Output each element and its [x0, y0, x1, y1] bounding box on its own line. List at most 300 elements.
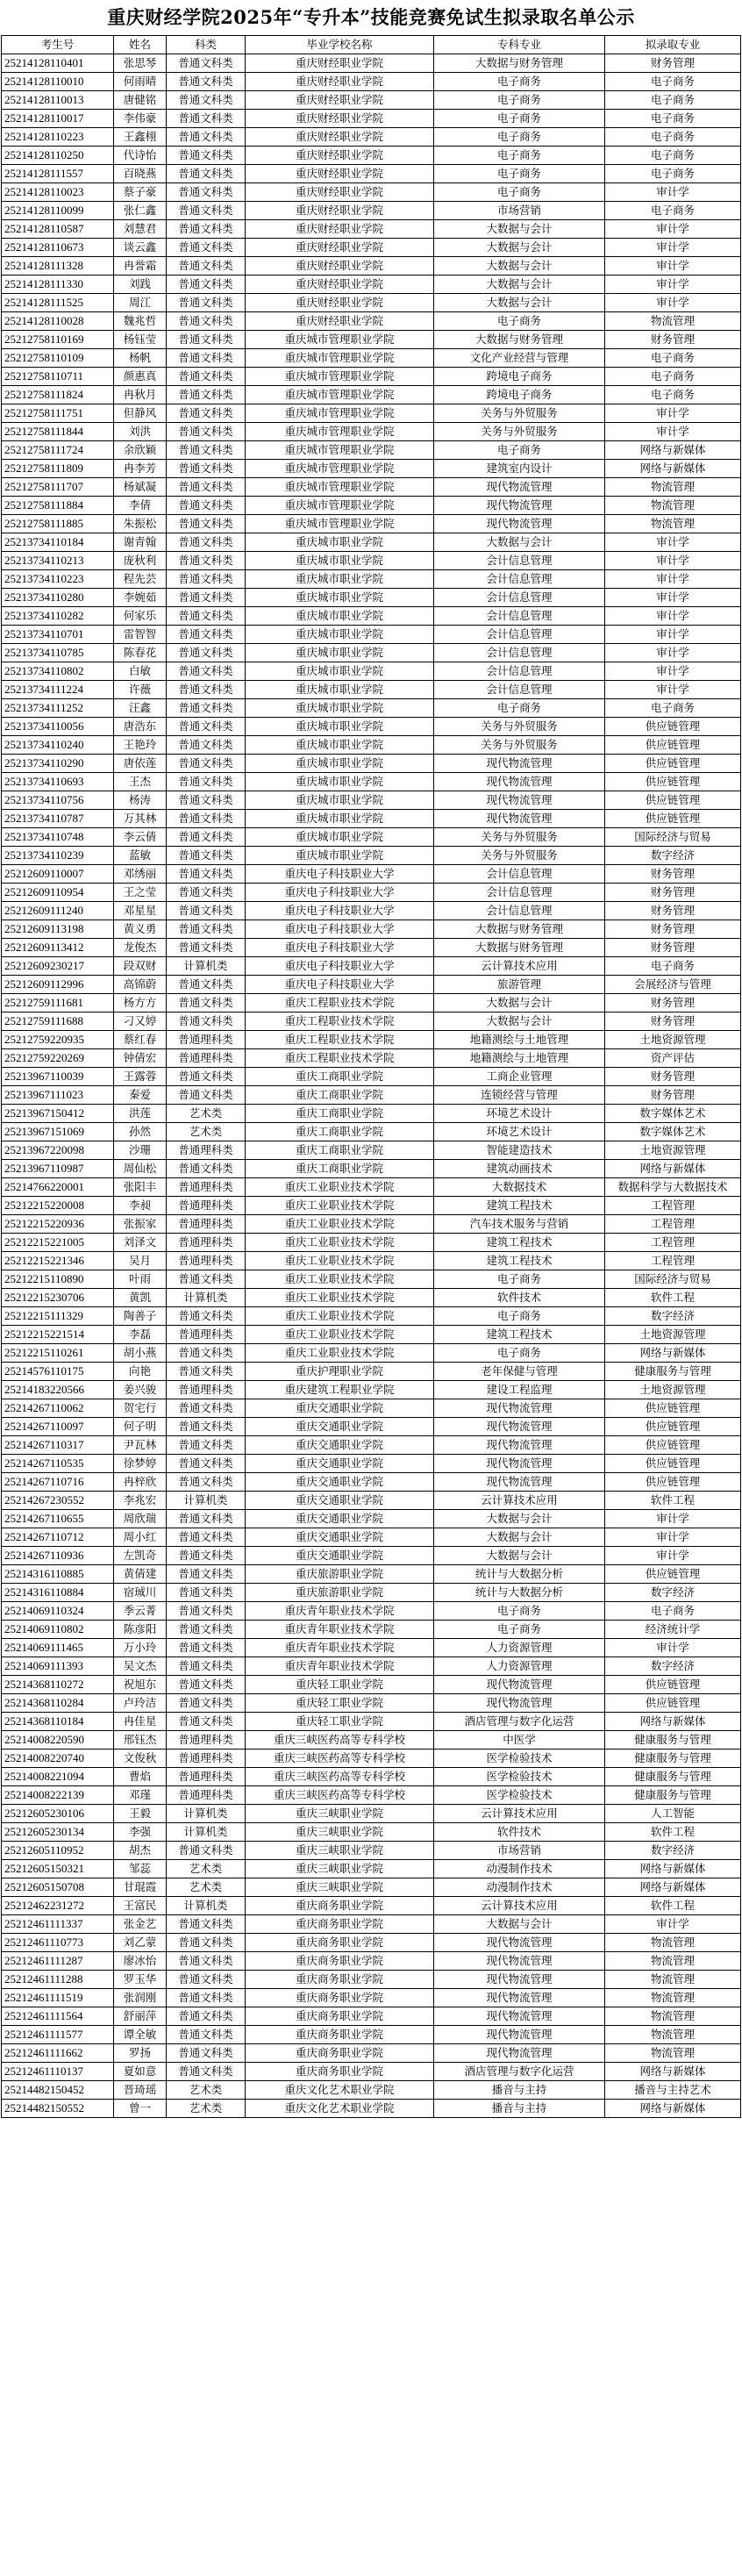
admission-major-cell: 审计学 — [605, 404, 741, 423]
name-cell: 陈彦阳 — [114, 1621, 167, 1639]
table-row — [2, 2081, 741, 2100]
name-cell: 刘泽文 — [114, 1234, 167, 1252]
admission-major-cell: 供应链管理 — [605, 1565, 741, 1584]
college-major-cell: 现代物流管理 — [434, 1436, 605, 1455]
college-major-cell: 软件技术 — [434, 1289, 605, 1307]
exam-number-cell: 25214267110535 — [2, 1455, 114, 1473]
category-cell: 普通文科类 — [167, 939, 246, 957]
exam-number-cell: 25214069111465 — [2, 1639, 114, 1657]
exam-number-cell: 25212461111564 — [2, 2007, 114, 2026]
category-cell: 普通文科类 — [167, 1676, 246, 1694]
name-cell: 刁又婷 — [114, 1013, 167, 1031]
school-cell: 重庆电子科技职业大学 — [246, 939, 434, 957]
category-cell: 普通文科类 — [167, 460, 246, 478]
name-cell: 祝旭东 — [114, 1676, 167, 1694]
admission-major-cell: 网络与新媒体 — [605, 2063, 741, 2081]
name-cell: 贺宅行 — [114, 1399, 167, 1418]
school-cell: 重庆城市管理职业学院 — [246, 386, 434, 404]
college-major-cell: 大数据与会计 — [434, 257, 605, 275]
college-major-cell: 连锁经营与管理 — [434, 1086, 605, 1105]
exam-number-cell: 25212758111885 — [2, 515, 114, 533]
admission-major-cell: 财务管理 — [605, 331, 741, 349]
category-cell: 普通文科类 — [167, 1344, 246, 1363]
name-cell: 左凯奇 — [114, 1547, 167, 1565]
table-row — [2, 1934, 741, 1952]
table-row — [2, 497, 741, 515]
table-row — [2, 460, 741, 478]
category-cell: 普通文科类 — [167, 1547, 246, 1565]
exam-number-cell: 25212609230217 — [2, 957, 114, 976]
admission-major-cell: 审计学 — [605, 275, 741, 294]
admission-major-cell: 审计学 — [605, 570, 741, 589]
school-cell: 重庆城市管理职业学院 — [246, 404, 434, 423]
category-cell: 普通文科类 — [167, 2044, 246, 2063]
admission-major-cell: 土地资源管理 — [605, 1381, 741, 1399]
school-cell: 重庆城市职业学院 — [246, 607, 434, 626]
table-row — [2, 515, 741, 533]
category-cell: 普通文科类 — [167, 1399, 246, 1418]
name-cell: 万其林 — [114, 810, 167, 828]
header-name: 姓名 — [114, 36, 167, 54]
category-cell: 普通文科类 — [167, 349, 246, 368]
college-major-cell: 大数据与会计 — [434, 1547, 605, 1565]
school-cell: 重庆城市职业学院 — [246, 533, 434, 552]
category-cell: 普通文科类 — [167, 1621, 246, 1639]
exam-number-cell: 25212215221346 — [2, 1252, 114, 1270]
college-major-cell: 现代物流管理 — [434, 773, 605, 791]
name-cell: 季云菁 — [114, 1602, 167, 1621]
school-cell: 重庆城市职业学院 — [246, 589, 434, 607]
admission-major-cell: 工程管理 — [605, 1234, 741, 1252]
admission-major-cell: 电子商务 — [605, 1602, 741, 1621]
college-major-cell: 现代物流管理 — [434, 1952, 605, 1971]
table-row — [2, 920, 741, 939]
table-row — [2, 1547, 741, 1565]
name-cell: 谢青翰 — [114, 533, 167, 552]
table-row — [2, 1068, 741, 1086]
category-cell: 计算机类 — [167, 1289, 246, 1307]
exam-number-cell: 25212758111724 — [2, 441, 114, 460]
table-row — [2, 275, 741, 294]
admission-major-cell: 网络与新媒体 — [605, 1713, 741, 1731]
college-major-cell: 中医学 — [434, 1731, 605, 1750]
exam-number-cell: 25213734110802 — [2, 662, 114, 681]
college-major-cell: 地籍测绘与土地管理 — [434, 1031, 605, 1049]
college-major-cell: 电子商务 — [434, 1307, 605, 1326]
school-cell: 重庆城市职业学院 — [246, 773, 434, 791]
table-row — [2, 626, 741, 644]
college-major-cell: 大数据与会计 — [434, 239, 605, 257]
name-cell: 高锦蔚 — [114, 976, 167, 994]
college-major-cell: 云计算技术应用 — [434, 1492, 605, 1510]
category-cell: 普通文科类 — [167, 183, 246, 202]
school-cell: 重庆三峡职业学院 — [246, 1878, 434, 1897]
name-cell: 周欣瑞 — [114, 1510, 167, 1528]
college-major-cell: 大数据与会计 — [434, 220, 605, 239]
admission-major-cell: 数字媒体艺术 — [605, 1105, 741, 1123]
table-row — [2, 110, 741, 128]
name-cell: 罗扬 — [114, 2044, 167, 2063]
category-cell: 普通文科类 — [167, 1455, 246, 1473]
school-cell: 重庆三峡医药高等专科学校 — [246, 1768, 434, 1786]
school-cell: 重庆城市管理职业学院 — [246, 478, 434, 497]
exam-number-cell: 25212461111519 — [2, 1989, 114, 2007]
table-row — [2, 1860, 741, 1878]
college-major-cell: 现代物流管理 — [434, 1399, 605, 1418]
name-cell: 曹焰 — [114, 1768, 167, 1786]
college-major-cell: 跨境电子商务 — [434, 368, 605, 386]
admission-major-cell: 数字经济 — [605, 1307, 741, 1326]
exam-number-cell: 25212215220936 — [2, 1215, 114, 1234]
school-cell: 重庆商务职业学院 — [246, 2026, 434, 2044]
exam-number-cell: 25212759111688 — [2, 1013, 114, 1031]
name-cell: 罗玉华 — [114, 1971, 167, 1989]
exam-number-cell: 25212461111662 — [2, 2044, 114, 2063]
school-cell: 重庆财经职业学院 — [246, 183, 434, 202]
admission-major-cell: 审计学 — [605, 1528, 741, 1547]
school-cell: 重庆城市管理职业学院 — [246, 423, 434, 441]
exam-number-cell: 25213734110056 — [2, 718, 114, 736]
category-cell: 普通文科类 — [167, 644, 246, 662]
category-cell: 普通文科类 — [167, 1307, 246, 1326]
college-major-cell: 电子商务 — [434, 128, 605, 147]
college-major-cell: 建筑室内设计 — [434, 460, 605, 478]
exam-number-cell: 25212758111707 — [2, 478, 114, 497]
admission-major-cell: 物流管理 — [605, 515, 741, 533]
school-cell: 重庆财经职业学院 — [246, 275, 434, 294]
school-cell: 重庆城市职业学院 — [246, 626, 434, 644]
name-cell: 汪鑫 — [114, 699, 167, 718]
exam-number-cell: 25213734110239 — [2, 847, 114, 865]
table-row — [2, 1676, 741, 1694]
college-major-cell: 现代物流管理 — [434, 810, 605, 828]
school-cell: 重庆护理职业学院 — [246, 1363, 434, 1381]
name-cell: 蔡子豪 — [114, 183, 167, 202]
admission-table — [1, 35, 741, 2118]
category-cell: 普通文科类 — [167, 1473, 246, 1492]
exam-number-cell: 25212461110773 — [2, 1934, 114, 1952]
page-title: 重庆财经学院2025年“专升本”技能竞赛免试生拟录取名单公示 — [107, 6, 635, 28]
table-row — [2, 478, 741, 497]
school-cell: 重庆城市职业学院 — [246, 570, 434, 589]
table-row — [2, 257, 741, 275]
admission-major-cell: 电子商务 — [605, 386, 741, 404]
table-row — [2, 1234, 741, 1252]
table-row — [2, 1786, 741, 1805]
exam-number-cell: 25212609110007 — [2, 865, 114, 884]
school-cell: 重庆工程职业技术学院 — [246, 1049, 434, 1068]
admission-major-cell: 网络与新媒体 — [605, 2100, 741, 2118]
admission-major-cell: 财务管理 — [605, 1068, 741, 1086]
school-cell: 重庆建筑工程职业学院 — [246, 1381, 434, 1399]
admission-major-cell: 健康服务与管理 — [605, 1786, 741, 1805]
admission-major-cell: 会展经济与管理 — [605, 976, 741, 994]
admission-major-cell: 数字经济 — [605, 1657, 741, 1676]
name-cell: 魏兆哲 — [114, 312, 167, 331]
category-cell: 普通理科类 — [167, 1031, 246, 1049]
name-cell: 百晓燕 — [114, 165, 167, 183]
college-major-cell: 会计信息管理 — [434, 662, 605, 681]
college-major-cell: 播音与主持 — [434, 2081, 605, 2100]
name-cell: 姜兴骏 — [114, 1381, 167, 1399]
admission-major-cell: 电子商务 — [605, 128, 741, 147]
table-row — [2, 902, 741, 920]
admission-major-cell: 网络与新媒体 — [605, 1344, 741, 1363]
exam-number-cell: 25214183220566 — [2, 1381, 114, 1399]
college-major-cell: 会计信息管理 — [434, 552, 605, 570]
category-cell: 普通文科类 — [167, 423, 246, 441]
admission-major-cell: 供应链管理 — [605, 1436, 741, 1455]
college-major-cell: 电子商务 — [434, 147, 605, 165]
admission-major-cell: 电子商务 — [605, 699, 741, 718]
exam-number-cell: 25212215221005 — [2, 1234, 114, 1252]
table-row — [2, 1897, 741, 1915]
exam-number-cell: 25214267110712 — [2, 1528, 114, 1547]
college-major-cell: 人力资源管理 — [434, 1639, 605, 1657]
admission-major-cell: 财务管理 — [605, 1013, 741, 1031]
admission-major-cell: 人工智能 — [605, 1805, 741, 1823]
name-cell: 陶善子 — [114, 1307, 167, 1326]
table-row — [2, 165, 741, 183]
admission-major-cell: 物流管理 — [605, 1971, 741, 1989]
name-cell: 但静风 — [114, 404, 167, 423]
category-cell: 普通文科类 — [167, 294, 246, 312]
table-row — [2, 1197, 741, 1215]
college-major-cell: 电子商务 — [434, 699, 605, 718]
admission-major-cell: 健康服务与管理 — [605, 1768, 741, 1786]
school-cell: 重庆城市职业学院 — [246, 736, 434, 755]
category-cell: 普通文科类 — [167, 91, 246, 110]
name-cell: 杨钰莹 — [114, 331, 167, 349]
college-major-cell: 动漫制作技术 — [434, 1878, 605, 1897]
category-cell: 普通文科类 — [167, 736, 246, 755]
admission-major-cell: 工程管理 — [605, 1215, 741, 1234]
exam-number-cell: 25212605110952 — [2, 1842, 114, 1860]
exam-number-cell: 25214482150552 — [2, 2100, 114, 2118]
table-row — [2, 570, 741, 589]
category-cell: 普通文科类 — [167, 73, 246, 91]
table-row — [2, 957, 741, 976]
table-row — [2, 1455, 741, 1473]
admission-major-cell: 财务管理 — [605, 54, 741, 73]
school-cell: 重庆轻工职业学院 — [246, 1676, 434, 1694]
category-cell: 普通文科类 — [167, 1584, 246, 1602]
college-major-cell: 现代物流管理 — [434, 1989, 605, 2007]
name-cell: 黄凯 — [114, 1289, 167, 1307]
exam-number-cell: 25213734110280 — [2, 589, 114, 607]
admission-major-cell: 财务管理 — [605, 994, 741, 1013]
college-major-cell: 会计信息管理 — [434, 607, 605, 626]
college-major-cell: 大数据与会计 — [434, 275, 605, 294]
exam-number-cell: 25212461111337 — [2, 1915, 114, 1934]
category-cell: 普通文科类 — [167, 570, 246, 589]
school-cell: 重庆城市职业学院 — [246, 755, 434, 773]
admission-major-cell: 供应链管理 — [605, 1418, 741, 1436]
school-cell: 重庆交通职业学院 — [246, 1455, 434, 1473]
category-cell: 普通文科类 — [167, 589, 246, 607]
school-cell: 重庆交通职业学院 — [246, 1492, 434, 1510]
name-cell: 王艳玲 — [114, 736, 167, 755]
category-cell: 普通理科类 — [167, 1197, 246, 1215]
name-cell: 沙珊 — [114, 1141, 167, 1160]
name-cell: 邓星星 — [114, 902, 167, 920]
table-row — [2, 533, 741, 552]
table-row — [2, 1584, 741, 1602]
school-cell: 重庆交通职业学院 — [246, 1528, 434, 1547]
school-cell: 重庆财经职业学院 — [246, 294, 434, 312]
table-row — [2, 1160, 741, 1178]
college-major-cell: 现代物流管理 — [434, 2044, 605, 2063]
table-row — [2, 1657, 741, 1676]
admission-major-cell: 供应链管理 — [605, 1676, 741, 1694]
school-cell: 重庆工业职业技术学院 — [246, 1307, 434, 1326]
name-cell: 邹蕊 — [114, 1860, 167, 1878]
college-major-cell: 市场营销 — [434, 202, 605, 220]
category-cell: 普通文科类 — [167, 1160, 246, 1178]
category-cell: 普通文科类 — [167, 884, 246, 902]
school-cell: 重庆旅游职业学院 — [246, 1565, 434, 1584]
table-row — [2, 810, 741, 828]
table-row — [2, 1215, 741, 1234]
admission-major-cell: 审计学 — [605, 423, 741, 441]
college-major-cell: 现代物流管理 — [434, 1694, 605, 1713]
table-row — [2, 828, 741, 847]
admission-major-cell: 供应链管理 — [605, 1399, 741, 1418]
table-row — [2, 847, 741, 865]
school-cell: 重庆工业职业技术学院 — [246, 1326, 434, 1344]
exam-number-cell: 25212215110261 — [2, 1344, 114, 1363]
admission-major-cell: 网络与新媒体 — [605, 460, 741, 478]
table-row — [2, 1510, 741, 1528]
name-cell: 张思琴 — [114, 54, 167, 73]
name-cell: 张仁鑫 — [114, 202, 167, 220]
category-cell: 普通文科类 — [167, 1602, 246, 1621]
school-cell: 重庆电子科技职业大学 — [246, 920, 434, 939]
admission-major-cell: 审计学 — [605, 589, 741, 607]
category-cell: 普通文科类 — [167, 478, 246, 497]
category-cell: 计算机类 — [167, 1492, 246, 1510]
table-row — [2, 1805, 741, 1823]
name-cell: 谭全敏 — [114, 2026, 167, 2044]
category-cell: 普通文科类 — [167, 312, 246, 331]
name-cell: 王之莹 — [114, 884, 167, 902]
college-major-cell: 电子商务 — [434, 110, 605, 128]
table-row — [2, 147, 741, 165]
exam-number-cell: 25212461111288 — [2, 1971, 114, 1989]
name-cell: 谈云鑫 — [114, 239, 167, 257]
exam-number-cell: 25214766220001 — [2, 1178, 114, 1197]
college-major-cell: 会计信息管理 — [434, 644, 605, 662]
header-admission-major: 拟录取专业 — [605, 36, 741, 54]
school-cell: 重庆交通职业学院 — [246, 1547, 434, 1565]
name-cell: 钟倩宏 — [114, 1049, 167, 1068]
name-cell: 冉梓欣 — [114, 1473, 167, 1492]
college-major-cell: 关务与外贸服务 — [434, 718, 605, 736]
category-cell: 普通文科类 — [167, 533, 246, 552]
admission-major-cell: 供应链管理 — [605, 1694, 741, 1713]
category-cell: 普通文科类 — [167, 1013, 246, 1031]
category-cell: 艺术类 — [167, 2081, 246, 2100]
table-row — [2, 239, 741, 257]
exam-number-cell: 25212605150708 — [2, 1878, 114, 1897]
school-cell: 重庆商务职业学院 — [246, 1989, 434, 2007]
table-row — [2, 1565, 741, 1584]
college-major-cell: 旅游管理 — [434, 976, 605, 994]
college-major-cell: 地籍测绘与土地管理 — [434, 1049, 605, 1068]
category-cell: 普通文科类 — [167, 662, 246, 681]
school-cell: 重庆财经职业学院 — [246, 312, 434, 331]
school-cell: 重庆工程职业技术学院 — [246, 994, 434, 1013]
table-row — [2, 404, 741, 423]
admission-major-cell: 供应链管理 — [605, 791, 741, 810]
college-major-cell: 大数据与财务管理 — [434, 920, 605, 939]
admission-major-cell: 审计学 — [605, 607, 741, 626]
school-cell: 重庆工业职业技术学院 — [246, 1344, 434, 1363]
name-cell: 文俊秋 — [114, 1750, 167, 1768]
school-cell: 重庆财经职业学院 — [246, 239, 434, 257]
name-cell: 晋琦瑶 — [114, 2081, 167, 2100]
school-cell: 重庆工业职业技术学院 — [246, 1252, 434, 1270]
exam-number-cell: 25214128110028 — [2, 312, 114, 331]
college-major-cell: 环境艺术设计 — [434, 1123, 605, 1141]
school-cell: 重庆三峡医药高等专科学校 — [246, 1731, 434, 1750]
exam-number-cell: 25212215230706 — [2, 1289, 114, 1307]
college-major-cell: 电子商务 — [434, 165, 605, 183]
exam-number-cell: 25212609110954 — [2, 884, 114, 902]
admission-major-cell: 财务管理 — [605, 884, 741, 902]
admission-major-cell: 物流管理 — [605, 312, 741, 331]
college-major-cell: 大数据与会计 — [434, 1013, 605, 1031]
name-cell: 杨帆 — [114, 349, 167, 368]
category-cell: 普通文科类 — [167, 865, 246, 884]
table-row — [2, 1823, 741, 1842]
exam-number-cell: 25214482150452 — [2, 2081, 114, 2100]
exam-number-cell: 25213734110756 — [2, 791, 114, 810]
college-major-cell: 跨境电子商务 — [434, 386, 605, 404]
name-cell: 代诗怡 — [114, 147, 167, 165]
admission-major-cell: 工程管理 — [605, 1197, 741, 1215]
admission-major-cell: 电子商务 — [605, 91, 741, 110]
exam-number-cell: 25214267110317 — [2, 1436, 114, 1455]
admission-major-cell: 网络与新媒体 — [605, 1160, 741, 1178]
college-major-cell: 现代物流管理 — [434, 2007, 605, 2026]
name-cell: 何子明 — [114, 1418, 167, 1436]
school-cell: 重庆城市职业学院 — [246, 552, 434, 570]
table-row — [2, 128, 741, 147]
college-major-cell: 会计信息管理 — [434, 589, 605, 607]
college-major-cell: 现代物流管理 — [434, 1418, 605, 1436]
school-cell: 重庆商务职业学院 — [246, 1915, 434, 1934]
college-major-cell: 现代物流管理 — [434, 478, 605, 497]
school-cell: 重庆城市职业学院 — [246, 810, 434, 828]
school-cell: 重庆三峡职业学院 — [246, 1860, 434, 1878]
admission-major-cell: 电子商务 — [605, 147, 741, 165]
name-cell: 王露蓉 — [114, 1068, 167, 1086]
admission-major-cell: 审计学 — [605, 552, 741, 570]
category-cell: 普通文科类 — [167, 1713, 246, 1731]
category-cell: 普通理科类 — [167, 1178, 246, 1197]
school-cell: 重庆城市管理职业学院 — [246, 460, 434, 478]
table-row — [2, 1123, 741, 1141]
exam-number-cell: 25214128111525 — [2, 294, 114, 312]
exam-number-cell: 25212609113198 — [2, 920, 114, 939]
school-cell: 重庆城市职业学院 — [246, 847, 434, 865]
exam-number-cell: 25212759220269 — [2, 1049, 114, 1068]
table-row — [2, 2026, 741, 2044]
name-cell: 王杰 — [114, 773, 167, 791]
category-cell: 普通文科类 — [167, 681, 246, 699]
college-major-cell: 老年保健与管理 — [434, 1363, 605, 1381]
